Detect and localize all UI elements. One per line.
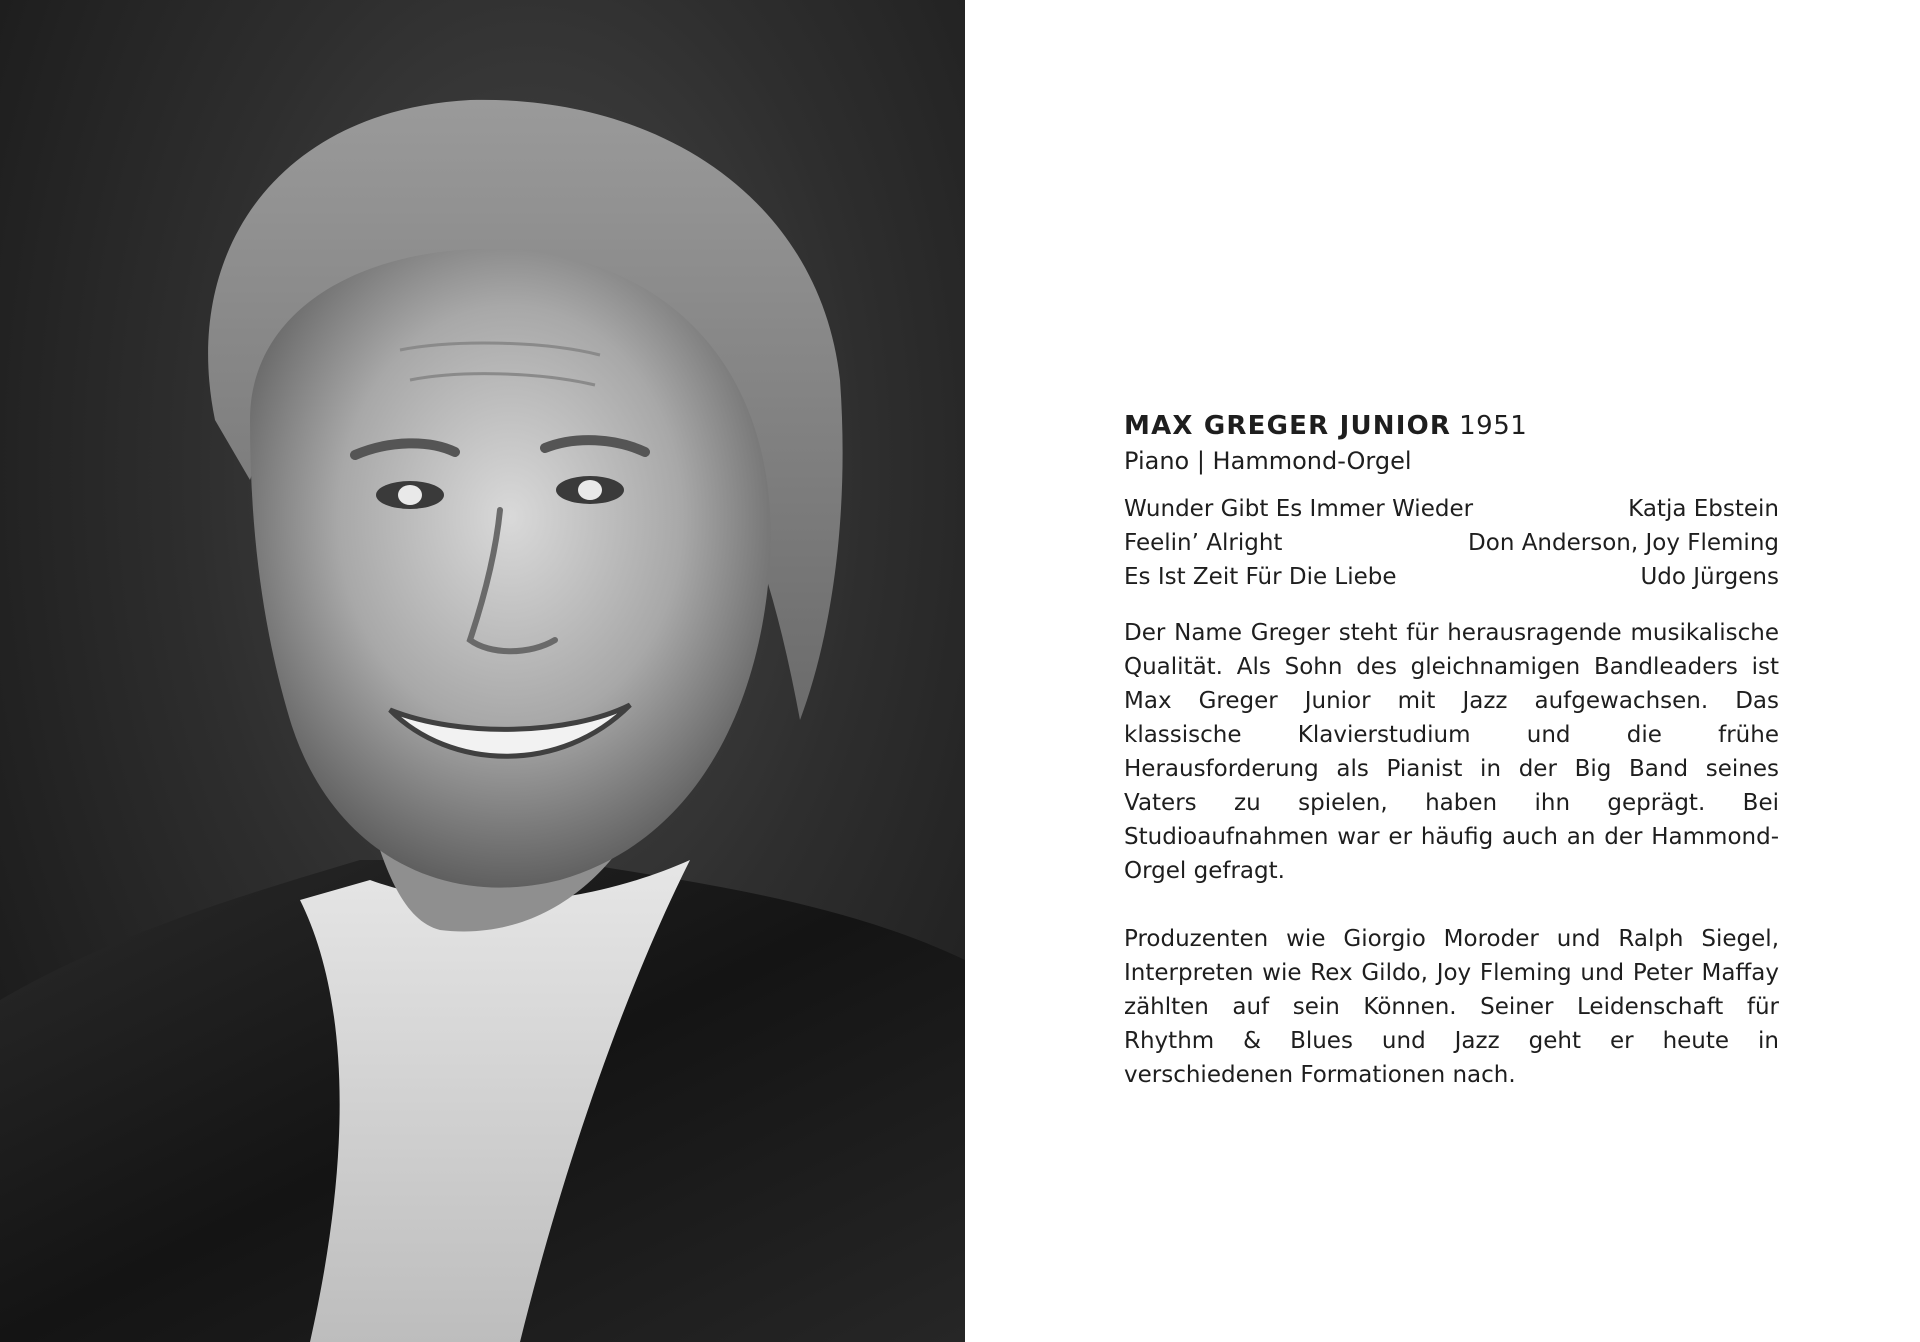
song-title: Wunder Gibt Es Immer Wieder (1124, 496, 1474, 522)
song-title: Feelin’ Alright (1124, 530, 1283, 556)
artist-birth-year: 1951 (1459, 411, 1528, 441)
profile-heading (1124, 408, 1779, 444)
song-title: Es Ist Zeit Für Die Liebe (1124, 564, 1397, 590)
song-row (1124, 560, 1779, 594)
artist-instruments: Piano | Hammond-Orgel (1124, 447, 1412, 475)
song-artist: Udo Jürgens (1640, 564, 1779, 590)
song-row (1124, 492, 1779, 526)
song-row (1124, 526, 1779, 560)
bio-paragraph: Der Name Greger steht für herausragende musikalische Qualität. Als Sohn des gleichnamigen Bandleaders ist Max Greger Junior mit Jazz aufgewachsen. Das klassische Klavierstudium und die frühe Herausforderung als Pianist in der Big Band seines Vaters zu spielen, haben ihn geprägt. Bei Studioaufnahmen war er häufig auch an der Hammond-Orgel gefragt. (1124, 620, 1779, 884)
song-artist: Don Anderson, Joy Fleming (1468, 530, 1779, 556)
profile-text (1124, 408, 1779, 1092)
song-artist: Katja Ebstein (1628, 496, 1779, 522)
artist-name: MAX GREGER JUNIOR (1124, 411, 1452, 441)
bio-paragraph: Produzenten wie Giorgio Moroder und Ralph Siegel, Interpreten wie Rex Gildo, Joy Fleming und Peter Maffay zählten auf sein Können. Seiner Leidenschaft für Rhythm & Blues und Jazz geht er heute in verschiedenen Formationen nach. (1124, 926, 1779, 1088)
song-list (1124, 492, 1779, 594)
